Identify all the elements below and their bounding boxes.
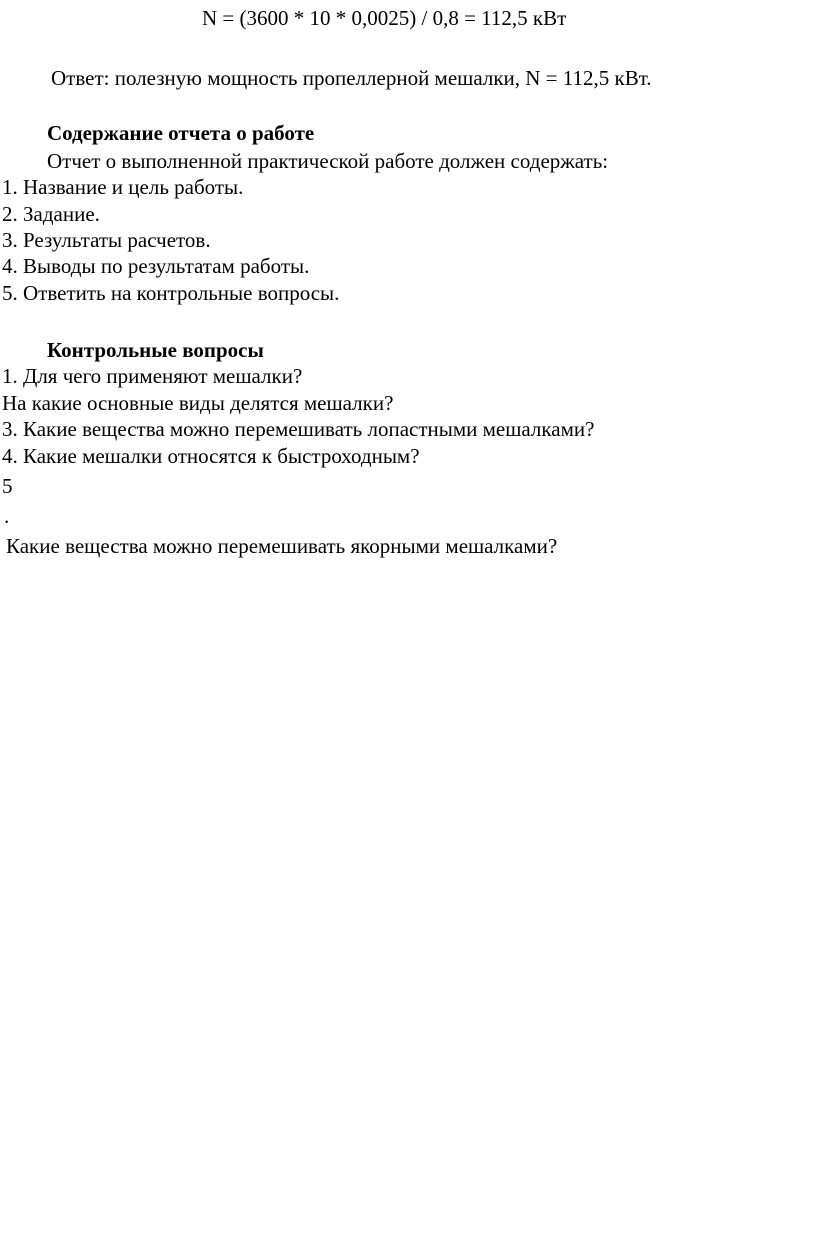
report-heading: Содержание отчета о работе (47, 121, 315, 145)
report-item-4: 4. Выводы по результатам работы. (2, 254, 310, 278)
question-1: 1. Для чего применяют мешалки? (2, 364, 303, 388)
report-item-1: 1. Название и цель работы. (2, 175, 244, 199)
answer-line: Ответ: полезную мощность пропеллерной мешалки, N = 112,5 кВт. (51, 66, 652, 90)
question-3: 3. Какие вещества можно перемешивать лопастными мешалками? (2, 417, 595, 441)
power-formula: N = (3600 * 10 * 0,0025) / 0,8 = 112,5 кВт (202, 6, 567, 30)
question-5-text: Какие вещества можно перемешивать якорными мешалками? (6, 534, 558, 558)
question-5-number: 5 (2, 474, 13, 498)
report-item-5: 5. Ответить на контрольные вопросы. (2, 281, 340, 305)
report-item-2: 2. Задание. (2, 202, 100, 226)
questions-heading: Контрольные вопросы (47, 338, 264, 362)
report-item-3: 3. Результаты расчетов. (2, 228, 211, 252)
question-5-dot: . (4, 504, 10, 528)
question-2: На какие основные виды делятся мешалки? (2, 391, 394, 415)
report-intro: Отчет о выполненной практической работе должен содержать: (47, 149, 609, 173)
question-4: 4. Какие мешалки относятся к быстроходным? (2, 444, 420, 468)
